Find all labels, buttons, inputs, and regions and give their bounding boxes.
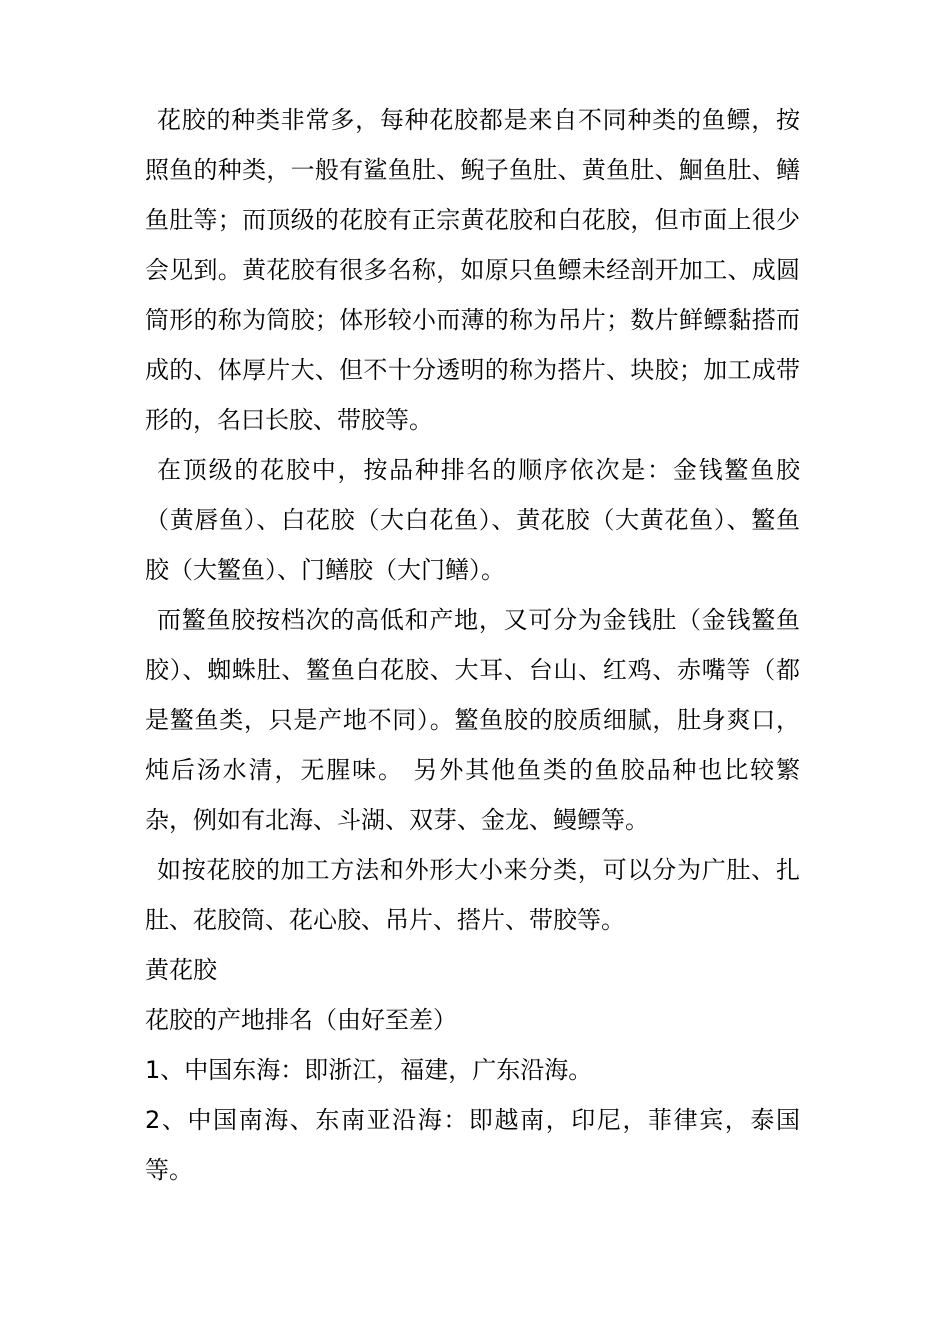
document-body (145, 95, 800, 1195)
paragraph-top-grade-ranking: 在顶级的花胶中，按品种排名的顺序依次是：金钱鳘鱼胶（黄唇鱼）、白花胶（大白花鱼）、黄花胶（大黄花鱼）、鳘鱼胶（大鳘鱼）、门鳝胶（大门鳝）。 (145, 456, 800, 584)
paragraph-processing-classification: 如按花胶的加工方法和外形大小来分类，可以分为广肚、扎肚、花胶筒、花心胶、吊片、搭片、带胶等。 (145, 856, 800, 934)
list-item-origin-1: 1、中国东海：即浙江，福建，广东沿海。 (145, 1056, 593, 1084)
paragraph-fish-maw-types: 花胶的种类非常多，每种花胶都是来自不同种类的鱼鳔，按照鱼的种类，一般有鲨鱼肚、鲵子鱼肚、黄鱼肚、鮰鱼肚、鳝鱼肚等；而顶级的花胶有正宗黄花胶和白花胶，但市面上很少会见到。黄花胶有很多名称，如原只鱼鳔未经剖开加工、成圆筒形的称为筒胶；体形较小而薄的称为吊片；数片鲜鳔黏搭而成的、体厚片大、但不十分透明的称为搭片、块胶；加工成带形的，名曰长胶、带胶等。 (145, 106, 800, 434)
paragraph-min-fish-maw-origins: 而鳘鱼胶按档次的高低和产地，又可分为金钱肚（金钱鳘鱼胶）、蜘蛛肚、鳘鱼白花胶、大耳、台山、红鸡、赤嘴等（都是鳘鱼类，只是产地不同）。鳘鱼胶的胶质细腻，肚身爽口，炖后汤水清，无腥味。 另外其他鱼类的鱼胶品种也比较繁杂，例如有北海、斗湖、双芽、金龙、鳗鳔等。 (145, 606, 800, 834)
section-heading-yellow-maw: 黄花胶 (145, 956, 217, 984)
section-heading-origin-ranking: 花胶的产地排名（由好至差） (145, 1006, 457, 1034)
list-item-origin-2: 2、中国南海、东南亚沿海：即越南，印尼，菲律宾，泰国等。 (145, 1106, 800, 1184)
